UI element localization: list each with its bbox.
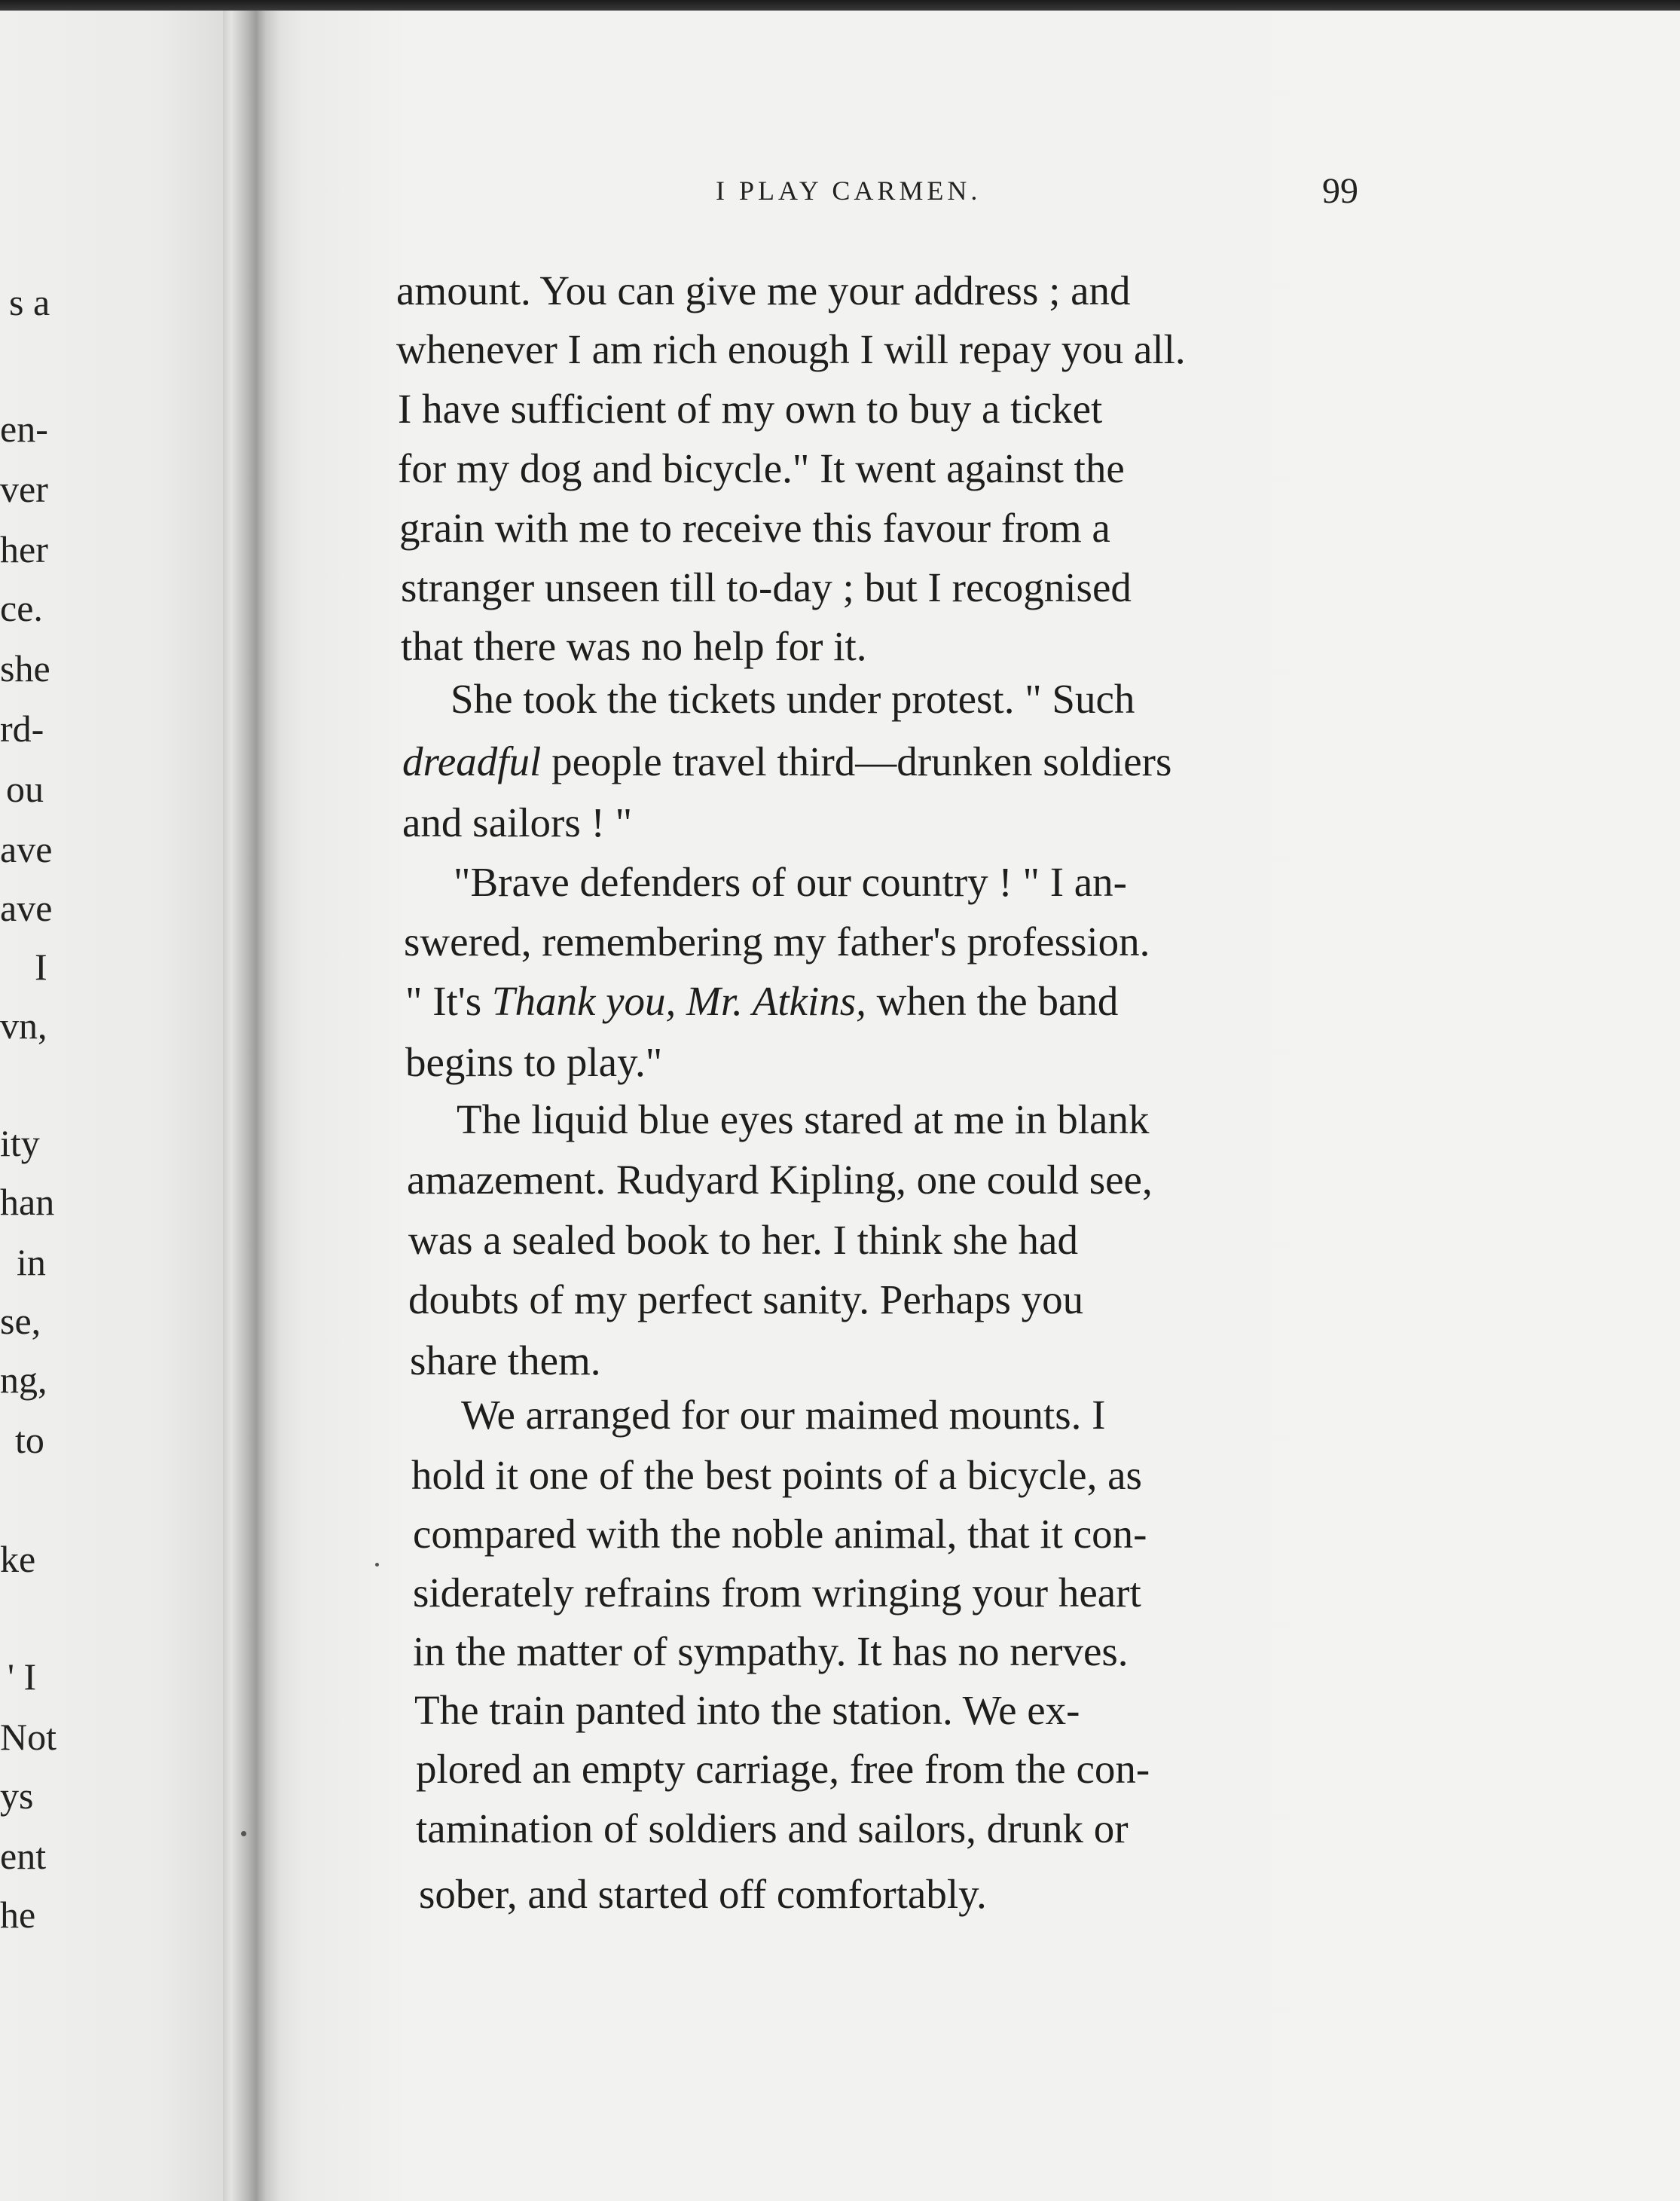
text-line: hold it one of the best points of a bicycle, as	[411, 1452, 1142, 1498]
text-line: dreadful people travel third—drunken soldiers	[402, 738, 1172, 784]
left-fragment: ' I	[8, 1655, 37, 1698]
left-fragment: ver	[0, 468, 48, 510]
page-number: 99	[1322, 171, 1358, 211]
text-line: begins to play."	[405, 1039, 663, 1085]
paper-speck	[375, 1563, 379, 1567]
left-fragment: ent	[0, 1835, 47, 1877]
text-line: that there was no help for it.	[401, 623, 867, 669]
text-line: siderately refrains from wringing your heart	[413, 1570, 1141, 1616]
text-line: whenever I am rich enough I will repay you all.	[396, 326, 1186, 372]
left-page-fragment	[0, 11, 230, 2201]
left-fragment: ou	[6, 768, 44, 810]
scan-top-edge	[0, 0, 1680, 11]
left-fragment: he	[0, 1894, 36, 1936]
text-line: amount. You can give me your address ; and	[396, 267, 1131, 313]
text-line: compared with the noble animal, that it con-	[413, 1511, 1147, 1557]
left-fragment: rd-	[0, 708, 44, 750]
text-line: amazement. Rudyard Kipling, one could see,	[407, 1157, 1153, 1203]
text-line: in the matter of sympathy. It has no nerves.	[413, 1628, 1129, 1674]
emphasis-text: Thank you, Mr. Atkins,	[491, 978, 866, 1024]
left-fragment: to	[15, 1419, 44, 1461]
text-line: tamination of soldiers and sailors, drunk or	[416, 1805, 1129, 1851]
text-line: "Brave defenders of our country ! " I an-	[454, 859, 1127, 905]
left-fragment: han	[0, 1181, 55, 1223]
running-head: I PLAY CARMEN.	[716, 176, 982, 206]
text-line: doubts of my perfect sanity. Perhaps you	[408, 1276, 1084, 1322]
left-fragment: ys	[0, 1775, 34, 1817]
emphasis-text: dreadful	[402, 738, 542, 784]
text-line: share them.	[410, 1337, 601, 1383]
left-fragment: se,	[0, 1300, 41, 1342]
text-line: and sailors ! "	[402, 799, 633, 845]
left-fragment: en-	[0, 408, 48, 450]
book-gutter	[223, 11, 306, 2201]
text-line: plored an empty carriage, free from the con-	[416, 1746, 1150, 1792]
text-line: The liquid blue eyes stared at me in blank	[457, 1096, 1150, 1142]
left-fragment: ity	[0, 1122, 40, 1164]
text-line: was a sealed book to her. I think she had	[408, 1217, 1078, 1263]
left-fragment: vn,	[0, 1004, 47, 1047]
left-fragment: her	[0, 528, 48, 570]
text-line: sober, and started off comfortably.	[419, 1871, 987, 1917]
left-fragment: s a	[9, 281, 50, 323]
text-line: grain with me to receive this favour from a	[399, 505, 1110, 551]
text-line: swered, remembering my father's profession.	[404, 919, 1150, 964]
paper-speck	[241, 1831, 246, 1836]
left-fragment: Not	[0, 1716, 57, 1758]
left-fragment: ave	[0, 828, 53, 870]
text-line: The train panted into the station. We ex-	[414, 1687, 1080, 1733]
left-fragment: ce.	[0, 587, 43, 629]
left-fragment: in	[17, 1241, 46, 1283]
left-fragment: ng,	[0, 1359, 47, 1401]
text-line: She took the tickets under protest. " Such	[451, 676, 1135, 722]
left-fragment: ke	[0, 1538, 36, 1580]
left-fragment: ave	[0, 887, 53, 929]
text-line: We arranged for our maimed mounts. I	[461, 1392, 1106, 1438]
text-line: I have sufficient of my own to buy a ticket	[398, 386, 1103, 432]
left-fragment: she	[0, 647, 50, 689]
text-line: stranger unseen till to-day ; but I recognised	[401, 564, 1132, 610]
text-line: for my dog and bicycle." It went against the	[398, 445, 1125, 491]
left-fragment: I	[35, 946, 47, 988]
text-line: " It's Thank you, Mr. Atkins, when the band	[405, 978, 1119, 1024]
